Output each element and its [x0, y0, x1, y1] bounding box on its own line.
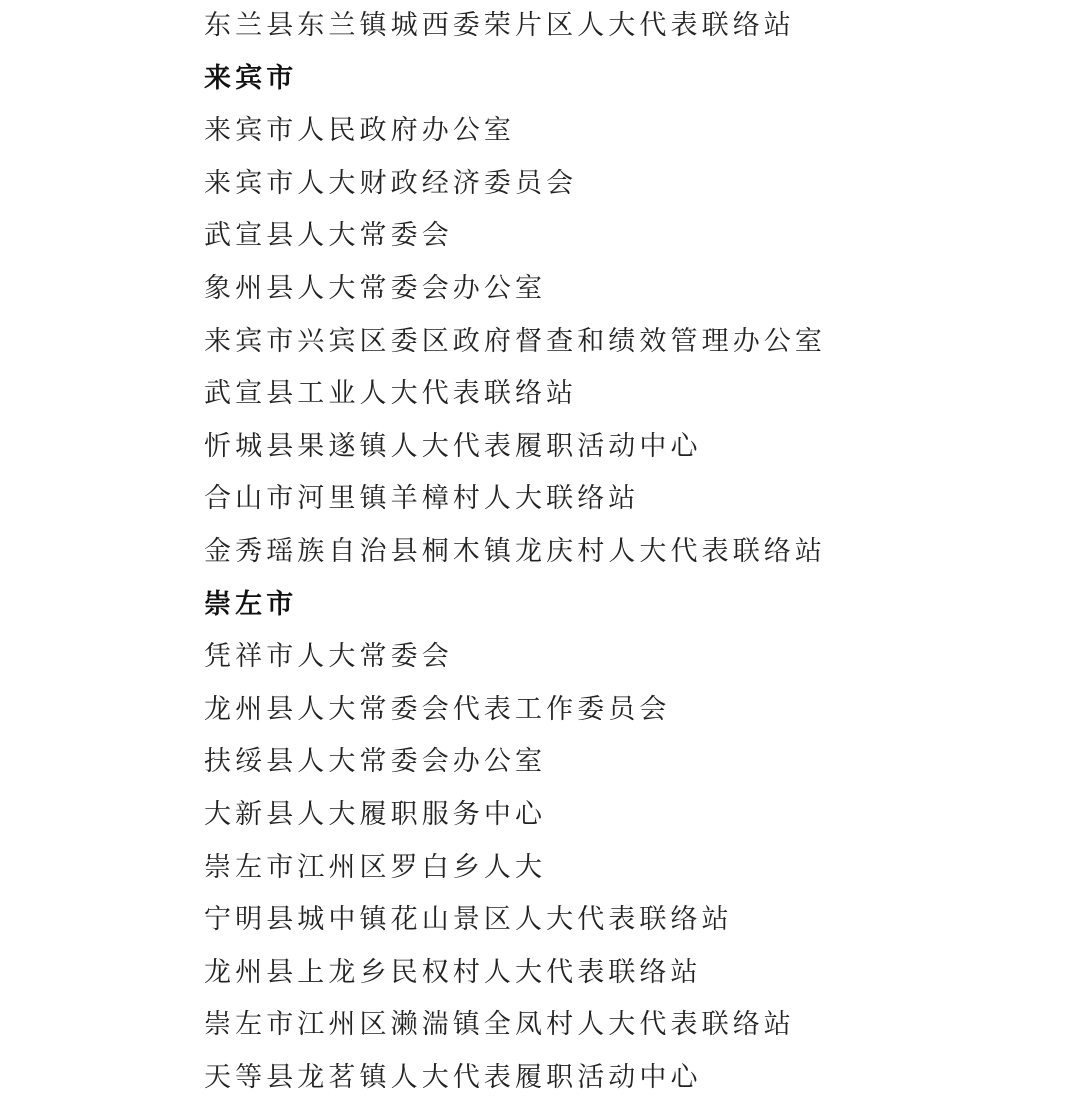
list-item: 来宾市人大财政经济委员会: [204, 167, 578, 199]
list-item: 武宣县人大常委会: [204, 220, 453, 252]
list-item: 金秀瑶族自治县桐木镇龙庆村人大代表联络站: [204, 535, 826, 567]
list-item: 崇左市江州区濑湍镇全凤村人大代表联络站: [204, 1009, 795, 1041]
list-item: 大新县人大履职服务中心: [204, 798, 547, 830]
list-item: 象州县人大常委会办公室: [204, 272, 547, 304]
list-item: 崇左市江州区罗白乡人大: [204, 851, 547, 883]
list-item: 忻城县果遂镇人大代表履职活动中心: [204, 430, 702, 462]
list-item: 龙州县上龙乡民权村人大代表联络站: [204, 956, 702, 988]
section-heading-laibin: 来宾市: [204, 62, 298, 94]
list-item: 龙州县人大常委会代表工作委员会: [204, 693, 671, 725]
list-item: 合山市河里镇羊樟村人大联络站: [204, 483, 640, 515]
list-item: 来宾市人民政府办公室: [204, 115, 515, 147]
list-item: 武宣县工业人大代表联络站: [204, 378, 578, 410]
list-item: 东兰县东兰镇城西委荣片区人大代表联络站: [204, 10, 795, 41]
list-item: 天等县龙茗镇人大代表履职活动中心: [204, 1061, 702, 1093]
list-item: 凭祥市人大常委会: [204, 641, 453, 673]
list-item: 来宾市兴宾区委区政府督查和绩效管理办公室: [204, 325, 826, 357]
document-page: [204, 0, 1064, 1104]
list-item: 宁明县城中镇花山景区人大代表联络站: [204, 904, 733, 936]
list-item: 扶绥县人大常委会办公室: [204, 746, 547, 778]
section-heading-chongzuo: 崇左市: [204, 588, 298, 620]
